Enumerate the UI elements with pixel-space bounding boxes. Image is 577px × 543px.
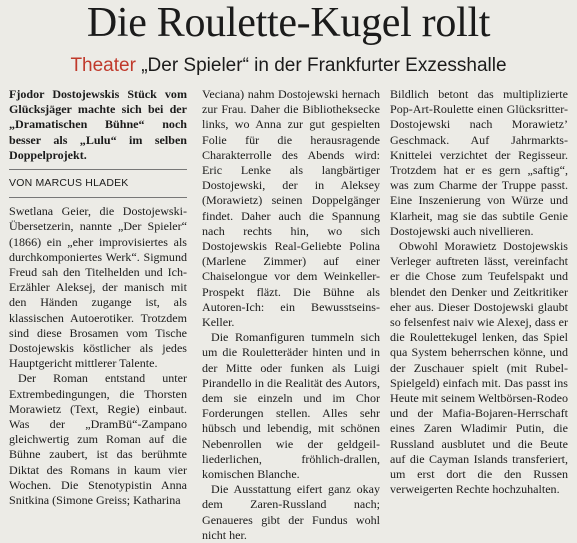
- divider: [9, 197, 187, 198]
- column-3: [390, 87, 568, 497]
- body-paragraph: Die Romanfiguren tummeln sich um die Rouletteräder hinten und in der Mitte oder funken als Luigi Pirandello in die Realität des Autors, dem sie einzeln und im Chor Forderungen stellen. Alles sehr hübsch und lebendig, mit schönen Nebenrollen wie der geldgeil-liederlichen, fröhlich-drallen, komischen Blanche.: [202, 330, 380, 482]
- column-2: [202, 87, 380, 543]
- body-paragraph: Bildlich betont das multiplizierte Pop-Art-Roulette einen Glücksritter-Dostojewski nach Morawietz’ Geschmack. Auf Jahrmarkts-Knittelei verzichtet der Regisseur. Trotzdem hat er es gern „saftig“, was zum Charme der Truppe passt. Eine Inszenierung von Würze und Klarheit, mag sie das subtile Genie Dostojewski auch nivellieren.: [390, 87, 568, 238]
- body-paragraph: Swetlana Geier, die Dostojewski-Übersetzerin, nannte „Der Spieler“ (1866) ein „eher improvisiertes als durchkomponiertes Werk“. Sigmund Freud sah den Titelhelden und Ich-Erzähler Aleksej, der manisch mit den Händen zugange ist, als klassischen Autoerotiker. Trotzdem sind diese Brosamen vom Tische Dostojewskis köstlicher als jedes Hauptgericht mittlerer Talente.: [9, 204, 187, 371]
- body-paragraph: Veciana) nahm Dostojewski hernach zur Frau. Daher die Bibliotheksecke links, wo Anna zur gut gespielten Folie für die herausragende Charakterrolle des Abends wird: Eric Lenke als langbärtiger Dostojewski, der in Aleksey (Morawietz) seinen Doppelgänger findet. Daher auch die Spannung nach rechts hin, wo sich Dostojewskis Real-Geliebte Polina (Marlene Zimmer) auf einer Chaiselongue vor dem Weinkeller-Prospekt fläzt. Die Bühne als Autoren-Ich: ein Bewusstseins-Keller.: [202, 87, 380, 330]
- byline: VON MARCUS HLADEK: [9, 177, 129, 190]
- body-paragraph: Der Roman entstand unter Extrembedingungen, die Thorsten Morawietz (Text, Regie) einbaut. Was der „DramBü“-Zampano gleichwertig zum Roman auf die Bühne zaubert, ist das berühmte Diktat des Romans in kaum vier Wochen. Die Stenotypistin Anna Snitkina (Simone Greiss; Katharina: [9, 371, 187, 508]
- section-kicker: Theater: [70, 55, 136, 76]
- subheadline-title: „Der Spieler“ in der Frankfurter Exzesshalle: [141, 55, 507, 76]
- body-paragraph: Obwohl Morawietz Dostojewskis Verleger auftreten lässt, vereinfacht er die Chose zum Teufelspakt und blendet den Denker und Zeitkritiker eher aus. Dieser Dostojewski glaubt so felsenfest naiv wie Alexej, dass er die Roulettekugel lenken, das Spiel qua System beherrschen könne, und der Zuschauer spielt (mit Rubel-Spielgeld) einfach mit. Das passt ins Heute mit seinem Weltbörsen-Rodeo und der Mafia-Bojaren-Herrschaft eines Zaren Wladimir Putin, die Russland ausblutet und die Beute auf die Cayman Islands transferiert, um erst dort die den Russen verweigerten Rechte hochzuhalten.: [390, 239, 568, 497]
- lead-paragraph: Fjodor Dostojewskis Stück vom Glücksjäger machte sich bei der „Dramatischen Bühne“ noch besser als „Lulu“ im selben Doppelprojekt.: [9, 87, 187, 162]
- subheadline: [0, 54, 577, 78]
- body-paragraph: Die Ausstattung eifert ganz okay dem Zaren-Russland nach; Genaueres gibt der Fundus wohl nicht her.: [202, 482, 380, 542]
- headline: Die Roulette-Kugel rollt: [86, 0, 491, 46]
- divider: [9, 169, 187, 170]
- column-1: [9, 87, 187, 508]
